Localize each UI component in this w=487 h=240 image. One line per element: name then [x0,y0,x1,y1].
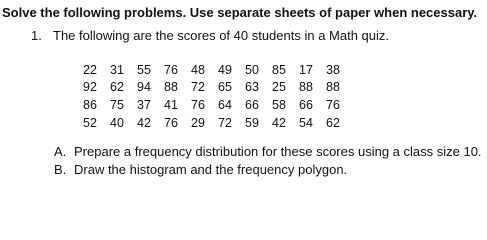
task-item-a [54,144,482,162]
score-cell: 72 [218,115,232,130]
score-cell: 29 [191,115,205,130]
scores-row [83,61,353,79]
problem-text: The following are the scores of 40 students in a Math quiz. [53,28,390,43]
score-cell: 94 [137,80,151,95]
scores-row [83,96,353,114]
score-cell: 59 [245,115,259,130]
score-cell: 66 [245,97,259,112]
score-cell: 22 [83,62,97,77]
score-cell: 92 [83,80,97,95]
score-cell: 49 [218,62,232,77]
problem-statement [31,28,389,43]
scores-row [83,79,353,97]
score-cell: 37 [137,97,151,112]
scores-row [83,114,353,132]
score-cell: 38 [326,62,340,77]
score-cell: 31 [110,62,124,77]
task-letter: A. [54,144,67,159]
score-cell: 62 [326,115,340,130]
task-list [54,144,482,179]
score-cell: 41 [164,97,178,112]
score-cell: 40 [110,115,124,130]
score-cell: 63 [245,80,259,95]
score-cell: 88 [299,80,313,95]
score-cell: 54 [299,115,313,130]
score-cell: 76 [164,62,178,77]
score-cell: 76 [164,115,178,130]
score-cell: 17 [299,62,313,77]
problem-number: 1. [31,28,42,43]
score-cell: 42 [272,115,286,130]
score-cell: 48 [191,62,205,77]
score-cell: 86 [83,97,97,112]
score-cell: 65 [218,80,232,95]
score-cell: 85 [272,62,286,77]
score-cell: 88 [164,80,178,95]
score-cell: 72 [191,80,205,95]
task-letter: B. [54,161,67,177]
score-cell: 75 [110,97,124,112]
score-cell: 50 [245,62,259,77]
score-cell: 64 [218,97,232,112]
instructions-heading: Solve the following problems. Use separate sheets of paper when necessary. [2,5,478,20]
score-cell: 88 [326,80,340,95]
task-item-b [54,162,482,180]
score-cell: 42 [137,115,151,130]
score-cell: 76 [191,97,205,112]
score-cell: 52 [83,115,97,130]
scores-table [83,61,353,131]
task-text: Prepare a frequency distribution for these scores using a class size 10. [74,144,482,159]
score-cell: 62 [110,80,124,95]
score-cell: 76 [326,97,340,112]
score-cell: 55 [137,62,151,77]
score-cell: 58 [272,97,286,112]
task-text: Draw the histogram and the frequency polygon. [74,161,348,177]
score-cell: 66 [299,97,313,112]
score-cell: 25 [272,80,286,95]
